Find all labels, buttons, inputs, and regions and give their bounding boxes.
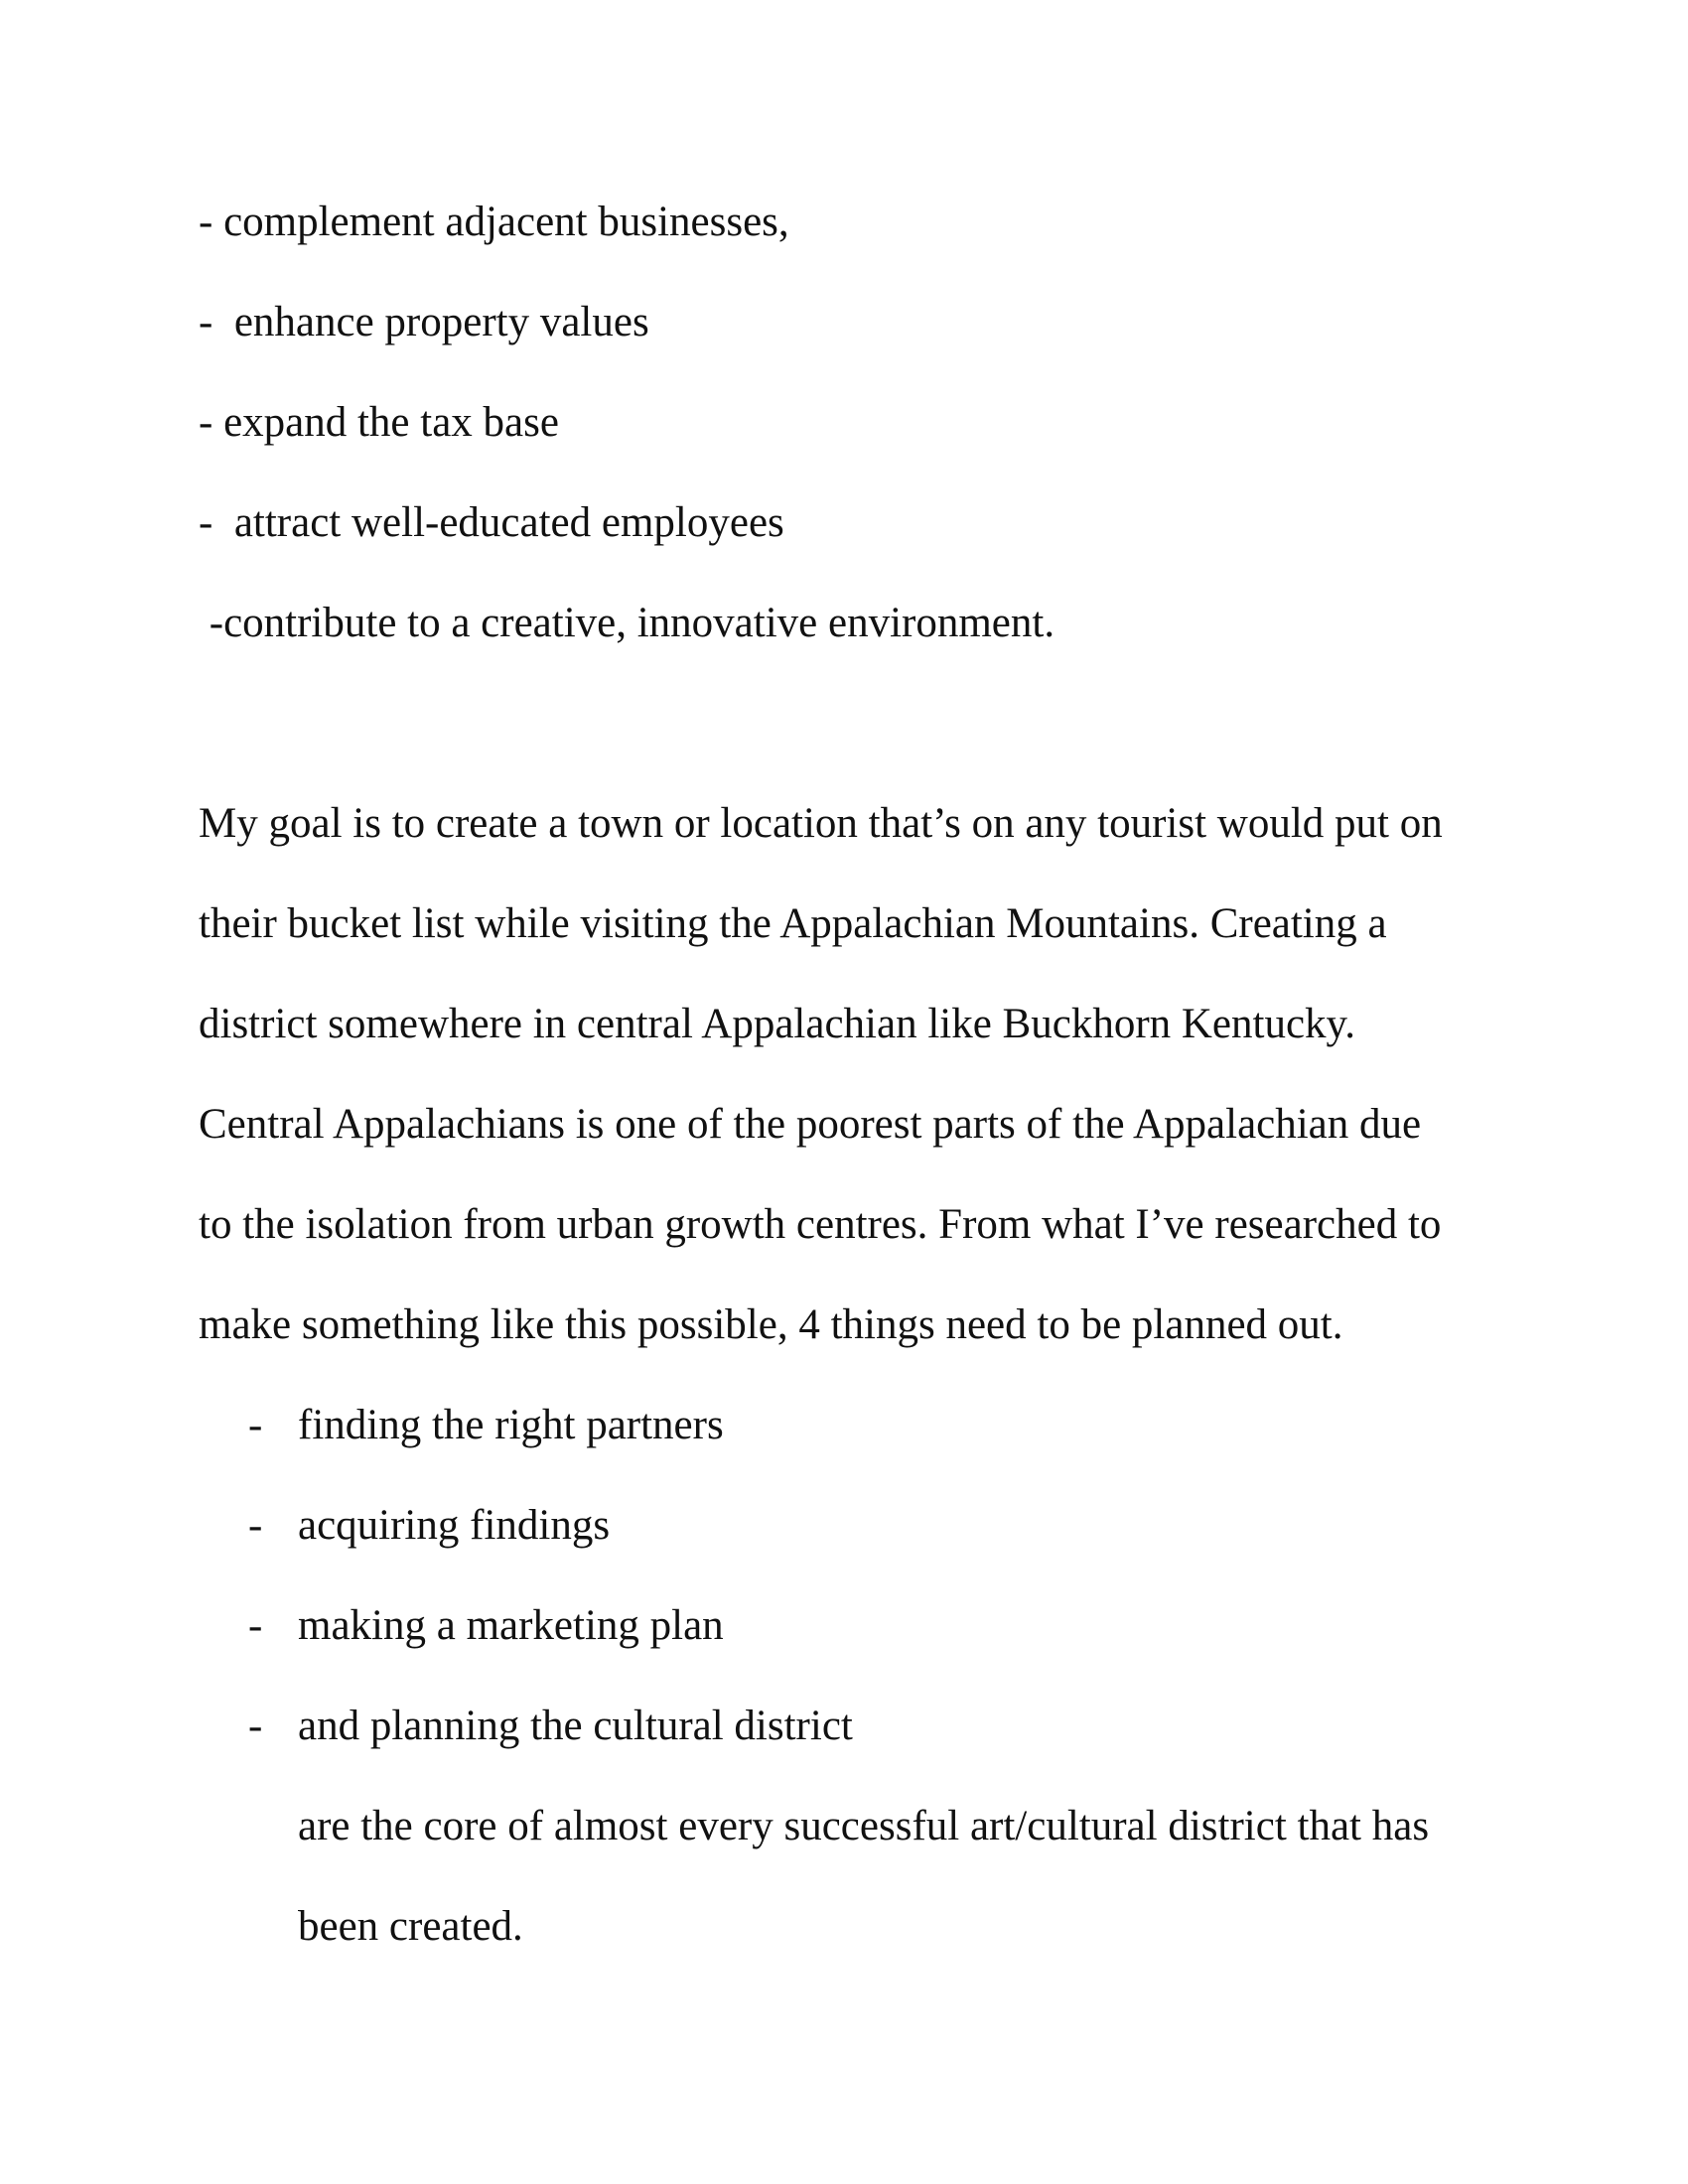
bullet-marker: - <box>248 1402 263 1448</box>
paragraph-line: make something like this possible, 4 things need to be planned out. <box>199 1301 1343 1348</box>
closing-line: are the core of almost every successful art/cultural district that has <box>298 1803 1430 1849</box>
bullet-marker: - <box>248 1703 263 1749</box>
bullet-marker: - <box>248 1502 263 1549</box>
top-list-item: - complement adjacent businesses, <box>199 199 789 245</box>
bullet-marker: - <box>248 1602 263 1649</box>
paragraph-line: Central Appalachians is one of the poorest parts of the Appalachian due <box>199 1101 1422 1148</box>
bullet-item: and planning the cultural district <box>298 1703 853 1749</box>
paragraph-line: their bucket list while visiting the Appalachian Mountains. Creating a <box>199 900 1387 947</box>
bullet-item: finding the right partners <box>298 1402 724 1448</box>
bullet-item: making a marketing plan <box>298 1602 724 1649</box>
paragraph-line: to the isolation from urban growth centres. From what I’ve researched to <box>199 1201 1442 1248</box>
top-list-item: - enhance property values <box>199 299 649 345</box>
paragraph-line: My goal is to create a town or location that’s on any tourist would put on <box>199 800 1443 847</box>
closing-line: been created. <box>298 1903 523 1950</box>
top-list-item: - expand the tax base <box>199 399 559 446</box>
top-list-item: - attract well-educated employees <box>199 499 784 546</box>
top-list-item: -contribute to a creative, innovative environment. <box>199 600 1055 646</box>
bullet-item: acquiring findings <box>298 1502 611 1549</box>
paragraph-line: district somewhere in central Appalachian like Buckhorn Kentucky. <box>199 1001 1356 1047</box>
